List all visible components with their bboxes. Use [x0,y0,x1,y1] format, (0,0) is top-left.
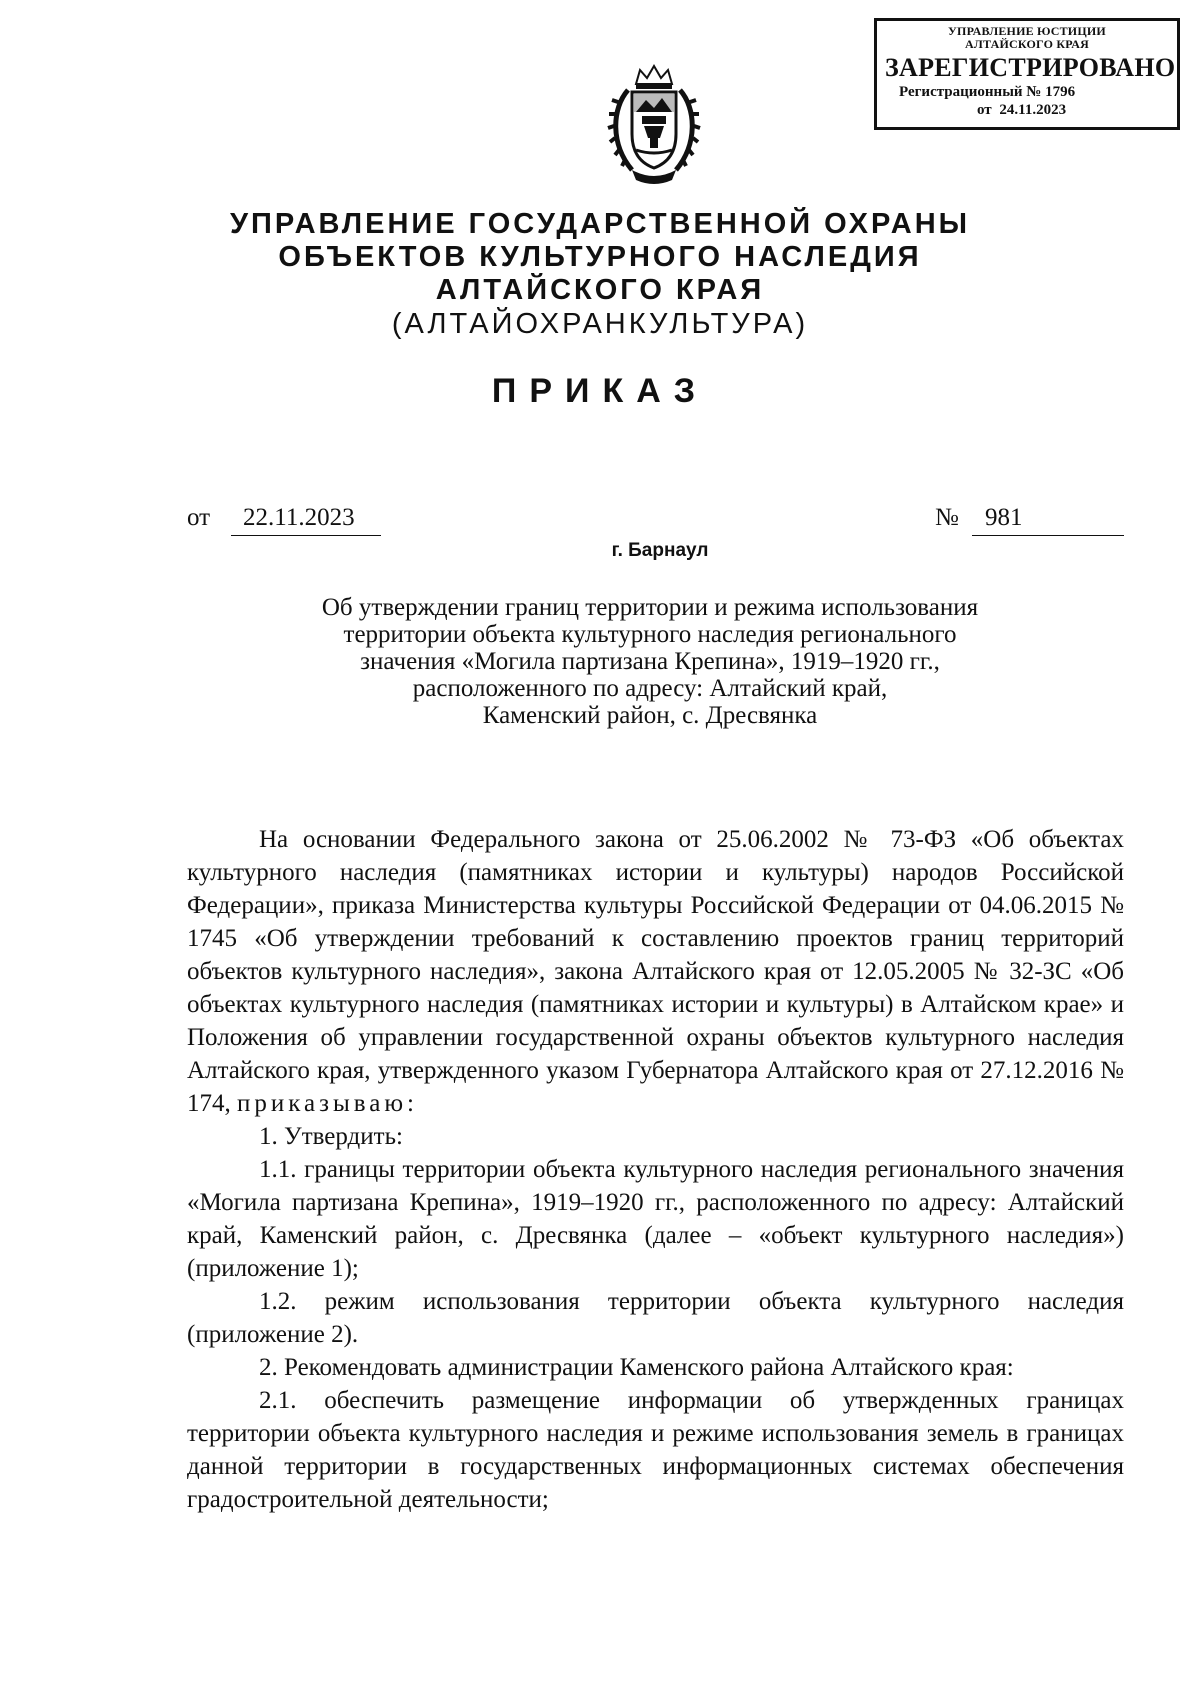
subject-line: расположенного по адресу: Алтайский край, [412,675,888,702]
document-type-title: ПРИКАЗ [491,372,709,410]
coat-of-arms-icon [606,62,702,188]
agency-name-line-1: УПРАВЛЕНИЕ ГОСУДАРСТВЕННОЙ ОХРАНЫ [229,208,971,240]
order-date-label: от [187,504,211,531]
stamp-date-label: от [977,102,992,118]
stamp-reg-line [885,84,1169,101]
subject-line: Каменский район, с. Дресвянка [482,702,818,729]
stamp-authority: УПРАВЛЕНИЕ ЮСТИЦИИ [948,24,1106,38]
stamp-reg-label: Регистрационный № [899,84,1042,100]
item-2-1: 2.1. обеспечить размещение информации об утвержденных границах территории объекта культурного наследия и режиме использования земель в границах данной территории в государственных информационных системах обеспечения градостроительной деятельности; [187,1387,1124,1513]
item-1: 1. Утвердить: [259,1123,403,1150]
agency-name-line-3: АЛТАЙСКОГО КРАЯ [435,274,765,306]
preamble-paragraph [187,823,1124,1120]
subject-line: Об утверждении границ территории и режима использования [321,594,979,621]
order-number-label: № [935,504,959,531]
stamp-reg-number: 1796 [1045,84,1076,100]
item-1-1: 1.1. границы территории объекта культурного наследия регионального значения «Могила партизана Крепина», 1919–1920 гг., расположенного по адресу: Алтайский край, Каменский район, с. Дресвянка (далее – «объект культурного наследия») (приложение 1); [187,1156,1124,1282]
agency-name-line-2: ОБЪЕКТОВ КУЛЬТУРНОГО НАСЛЕДИЯ [278,241,922,273]
order-city: г. Барнаул [611,540,709,561]
agency-abbreviation: (АЛТАЙОХРАНКУЛЬТУРА) [391,308,809,340]
agency-header [100,208,1100,341]
order-number: 981 [972,504,1124,536]
registration-stamp [874,18,1180,130]
item-2: 2. Рекомендовать администрации Каменского района Алтайского края: [259,1354,1014,1381]
stamp-status: ЗАРЕГИСТРИРОВАНО [885,53,1176,82]
stamp-date: 24.11.2023 [999,102,1067,118]
stamp-region: АЛТАЙСКОГО КРАЯ [965,37,1089,51]
subject-line: территории объекта культурного наследия регионального [343,621,957,648]
order-subject [220,594,1080,729]
order-body [187,823,1124,1516]
decree-word: приказываю: [237,1090,418,1117]
item-1-2: 1.2. режим использования территории объекта культурного наследия (приложение 2). [187,1288,1124,1348]
stamp-date-line [885,102,1169,119]
order-date: 22.11.2023 [231,504,381,536]
preamble-text: На основании Федерального закона от 25.06.2002 № 73-ФЗ «Об объектах культурного наследия (памятниках истории и культуры) народов Российской Федерации», приказа Министерства культуры Российской Федерации от 04.06.2015 № 1745 «Об утверждении требований к составлению проектов границ территорий объектов культурного наследия», закона Алтайского края от 12.05.2005 № 32-ЗС «Об объектах культурного наследия (памятниках истории и культуры) в Алтайском крае» и Положения об управлении государственной охраны объектов культурного наследия Алтайского края, утвержденного указом Губернатора Алтайского края от 27.12.2016 № 174, [187,826,1124,1117]
order-date-number-line [187,504,1124,544]
subject-line: значения «Могила партизана Крепина», 1919–1920 гг., [360,648,940,675]
